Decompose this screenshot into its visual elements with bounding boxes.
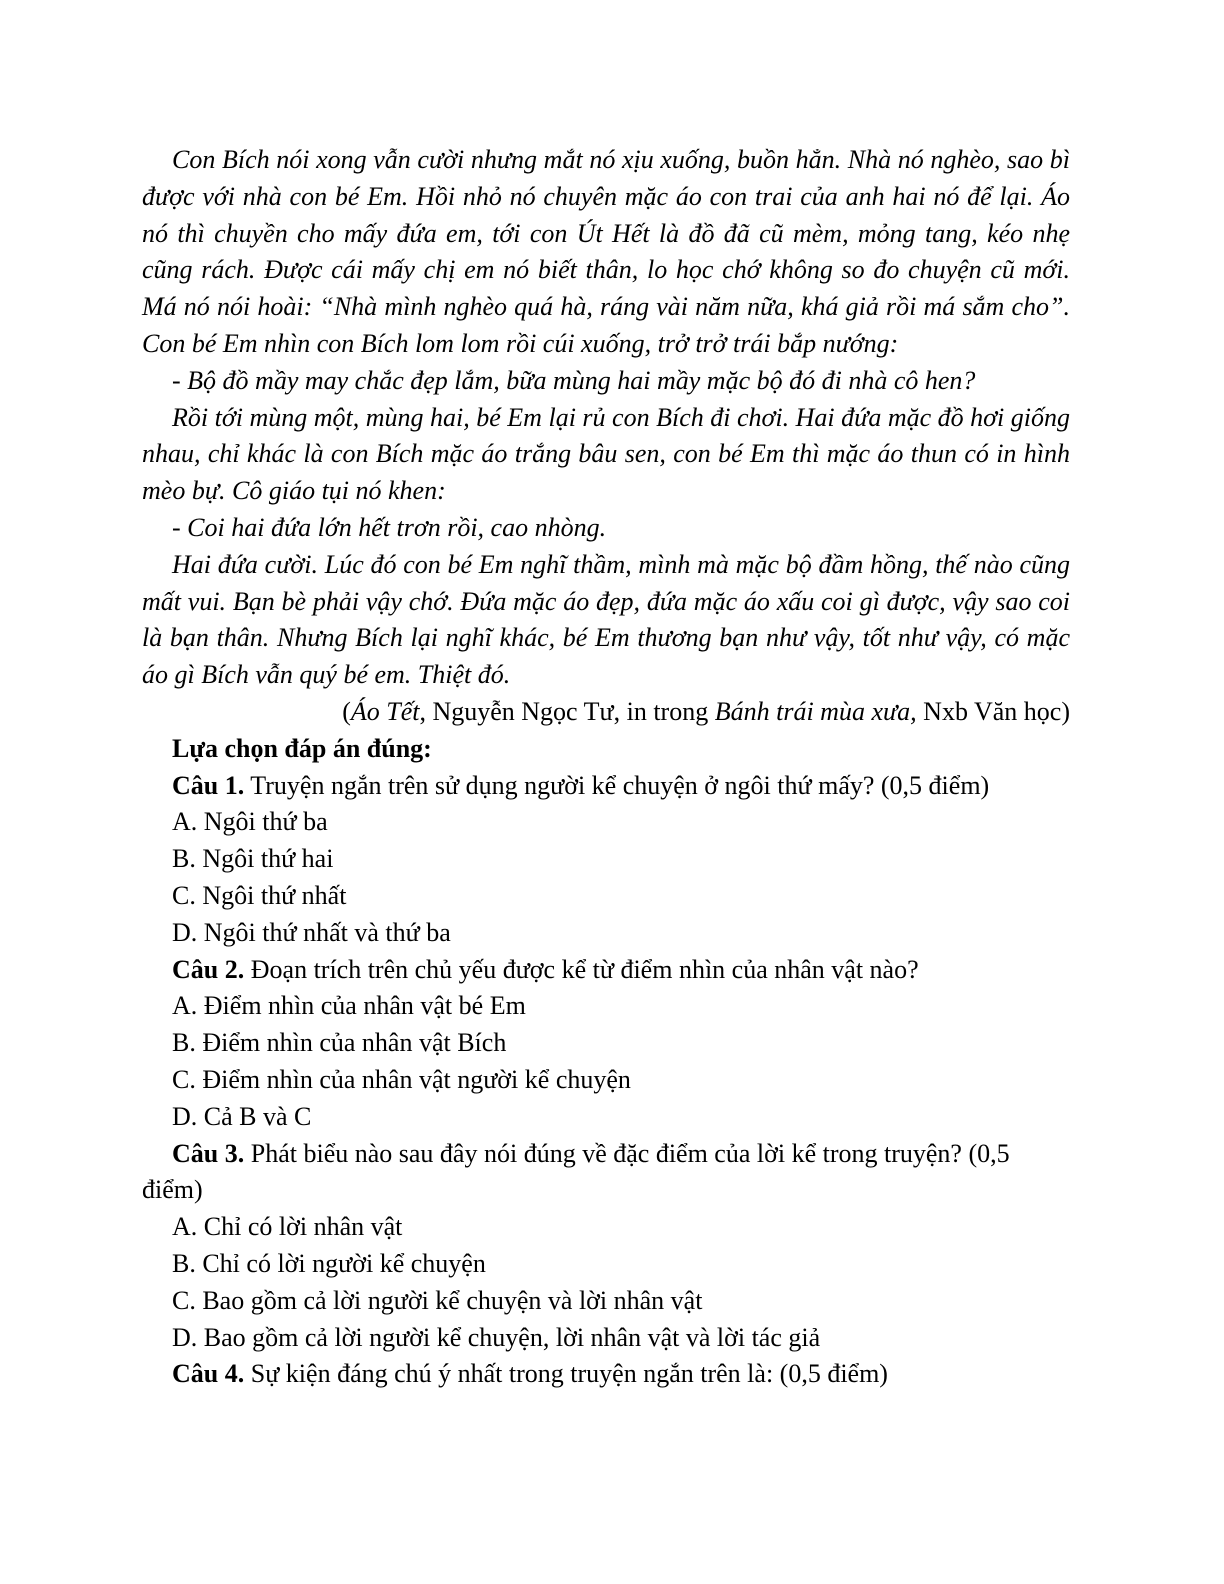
- citation-book: Bánh trái mùa xưa,: [714, 696, 917, 726]
- story-paragraph-2: Rồi tới mùng một, mùng hai, bé Em lại rủ con Bích đi chơi. Hai đứa mặc đồ hơi giống nhau, chỉ khác là con Bích mặc áo trắng bâu sen, con bé Em thì mặc áo thun có in hình mèo bự. Cô giáo tụi nó khen:: [142, 402, 1070, 506]
- question-label: Câu 3.: [172, 1138, 245, 1168]
- source-citation: [142, 694, 1070, 731]
- option-c: C. Bao gồm cả lời người kể chuyện và lời nhân vật: [172, 1285, 703, 1315]
- question-1: [142, 768, 1070, 952]
- question-3: [142, 1136, 1070, 1357]
- story-dialogue-1: - Bộ đồ mầy may chắc đẹp lắm, bữa mùng hai mầy mặc bộ đó đi nhà cô hen?: [172, 365, 976, 395]
- option-a: A. Chỉ có lời nhân vật: [172, 1212, 403, 1242]
- question-text: Phát biểu nào sau đây nói đúng về đặc điểm của lời kể trong truyện? (0,5 điểm): [142, 1138, 1010, 1205]
- question-2: [142, 952, 1070, 1136]
- story-excerpt: [142, 142, 1070, 694]
- citation-open: (: [342, 696, 351, 726]
- question-4: [142, 1356, 1070, 1393]
- option-b: B. Điểm nhìn của nhân vật Bích: [172, 1028, 507, 1058]
- option-a: A. Điểm nhìn của nhân vật bé Em: [172, 991, 526, 1021]
- option-d: D. Ngôi thứ nhất và thứ ba: [172, 917, 451, 947]
- option-a: A. Ngôi thứ ba: [172, 807, 328, 837]
- story-paragraph-3: Hai đứa cười. Lúc đó con bé Em nghĩ thầm, mình mà mặc bộ đầm hồng, thế nào cũng mất vui. Bạn bè phải vậy chớ. Đứa mặc áo đẹp, đứa mặc áo xấu coi gì được, vậy sao coi là bạn thân. Nhưng Bích lại nghĩ khác, bé Em thương bạn như vậy, tốt như vậy, có mặc áo gì Bích vẫn quý bé em. Thiệt đó.: [142, 549, 1070, 690]
- question-label: Câu 1.: [172, 770, 245, 800]
- story-paragraph-1: Con Bích nói xong vẫn cười nhưng mắt nó xịu xuống, buồn hẳn. Nhà nó nghèo, sao bì được với nhà con bé Em. Hồi nhỏ nó chuyên mặc áo con trai của anh hai nó để lại. Áo nó thì chuyền cho mấy đứa em, tới con Út Hết là đồ đã cũ mèm, mỏng tang, kéo nhẹ cũng rách. Được cái mấy chị em nó biết thân, lo học chớ không so đo chuyện cũ mới. Má nó nói hoài: “Nhà mình nghèo quá hà, ráng vài năm nữa, khá giả rồi má sắm cho”. Con bé Em nhìn con Bích lom lom rồi cúi xuống, trở trở trái bắp nướng:: [142, 145, 1070, 358]
- question-text: Đoạn trích trên chủ yếu được kể từ điểm nhìn của nhân vật nào?: [244, 954, 919, 984]
- question-text: Truyện ngắn trên sử dụng người kể chuyện ở ngôi thứ mấy? (0,5 điểm): [244, 770, 990, 800]
- question-label: Câu 4.: [172, 1359, 245, 1389]
- citation-title: Áo Tết: [350, 696, 420, 726]
- citation-publisher: Nxb Văn học): [916, 696, 1070, 726]
- section-instruction: Lựa chọn đáp án đúng:: [172, 733, 432, 763]
- option-b: B. Chỉ có lời người kể chuyện: [172, 1248, 486, 1278]
- option-c: C. Ngôi thứ nhất: [172, 880, 347, 910]
- option-d: D. Cả B và C: [172, 1101, 312, 1131]
- option-c: C. Điểm nhìn của nhân vật người kể chuyện: [172, 1064, 631, 1094]
- citation-author: , Nguyễn Ngọc Tư, in trong: [419, 696, 715, 726]
- option-b: B. Ngôi thứ hai: [172, 844, 334, 874]
- question-label: Câu 2.: [172, 954, 245, 984]
- document-page: [142, 142, 1070, 1393]
- question-text: Sự kiện đáng chú ý nhất trong truyện ngắn trên là: (0,5 điểm): [244, 1359, 888, 1389]
- story-dialogue-2: - Coi hai đứa lớn hết trơn rồi, cao nhòng.: [172, 512, 607, 542]
- option-d: D. Bao gồm cả lời người kể chuyện, lời nhân vật và lời tác giả: [172, 1322, 821, 1352]
